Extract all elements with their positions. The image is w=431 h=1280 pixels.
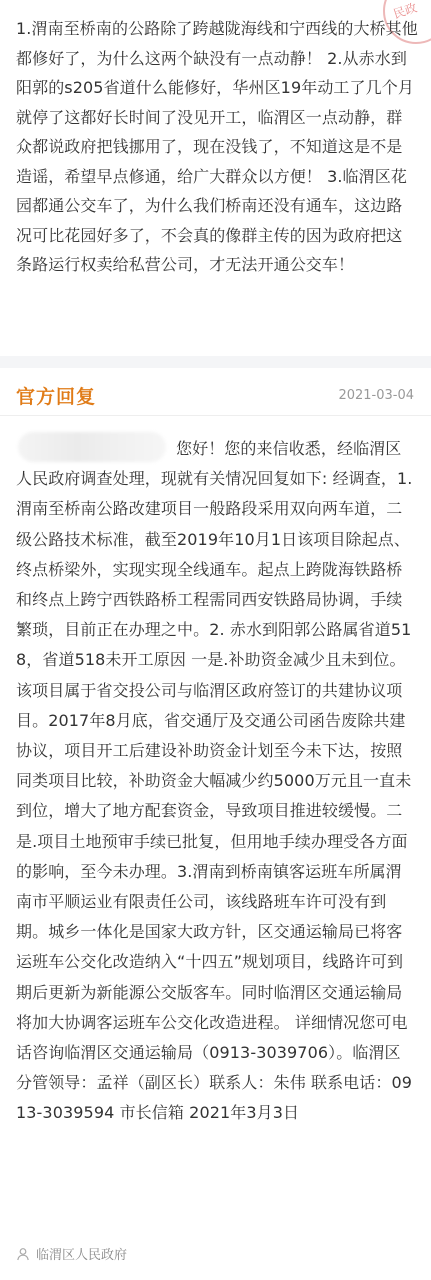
reply-text: 您好！您的来信收悉，经临渭区人民政府调查处理，现就有关情况回复如下: 经调查，1.渭南至桥南公路改建项目一般路段采用双向两车道，二级公路技术标准，截至2019年10月1日该项目除起点、终点桥梁外，实现实现全线通车。起点上跨陇海铁路桥和终点上跨宁西铁路桥工程需同西安铁路局协调，手续繁琐，目前正在办理之中。2. 赤水到阳郭公路属省道518，省道518未开工原因 一是.补助资金减少且未到位。该项目属于省交投公司与临渭区政府签订的共建协议项目。2017年8月底，省交通厅及交通公司函告废除共建协议，项目开工后建设补助资金计划至今未下达，按照同类项目比较，补助资金大幅减少约5000万元且一直未到位，增大了地方配套资金，导致项目推进较缓慢。二是.项目土地预审手续已批复，但用地手续办理受各方面的影响，至今未办理。3.渭南到桥南镇客运班车所属渭南市平顺运业有限责任公司，该线路班车许可没有到期。城乡一体化是国家大政方针，区交通运输局已将客运班车公交化改造纳入“十四五”规划项目，线路许可到期后更新为新能源公交版客车。同时临渭区交通运输局将加大协调客运班车公交化改造进程。 详细情况您可电话咨询临渭区交通运输局（0913-3039706）。临渭区分管领导：孟祥（副区长）联系人：朱伟 联系电话：0913-3039594 市长信箱 2021年3月3日	[16, 439, 413, 1123]
reply-header	[16, 382, 414, 414]
department-label: 临渭区人民政府	[36, 1247, 128, 1263]
question-section	[0, 0, 431, 356]
stamp-text: 民政	[391, 0, 419, 22]
person-icon	[16, 1246, 30, 1260]
official-reply-section	[0, 368, 431, 1280]
reply-footer	[16, 1242, 127, 1264]
question-text: 1.渭南至桥南的公路除了跨越陇海线和宁西线的大桥其他都修好了，为什么这两个缺没有一点动静！ 2.从赤水到阳郭的s205省道什么能修好，华州区19年动工了几个月就停了这都好长时间了没见开工，临渭区一点动静，群众都说政府把钱挪用了，现在没钱了，不知道这是不是造谣，希望早点修通，给广大群众以方便！ 3.临渭区花园都通公交车了，为什么我们桥南还没有通车，这边路况可比花园好多了，不会真的像群主传的因为政府把这条路运行权卖给私营公司，才无法开通公交车！	[16, 19, 418, 274]
reply-title: 官方回复	[16, 386, 97, 408]
reply-date: 2021-03-04	[338, 388, 414, 403]
section-divider	[0, 356, 431, 368]
reply-header-divider	[0, 415, 431, 416]
